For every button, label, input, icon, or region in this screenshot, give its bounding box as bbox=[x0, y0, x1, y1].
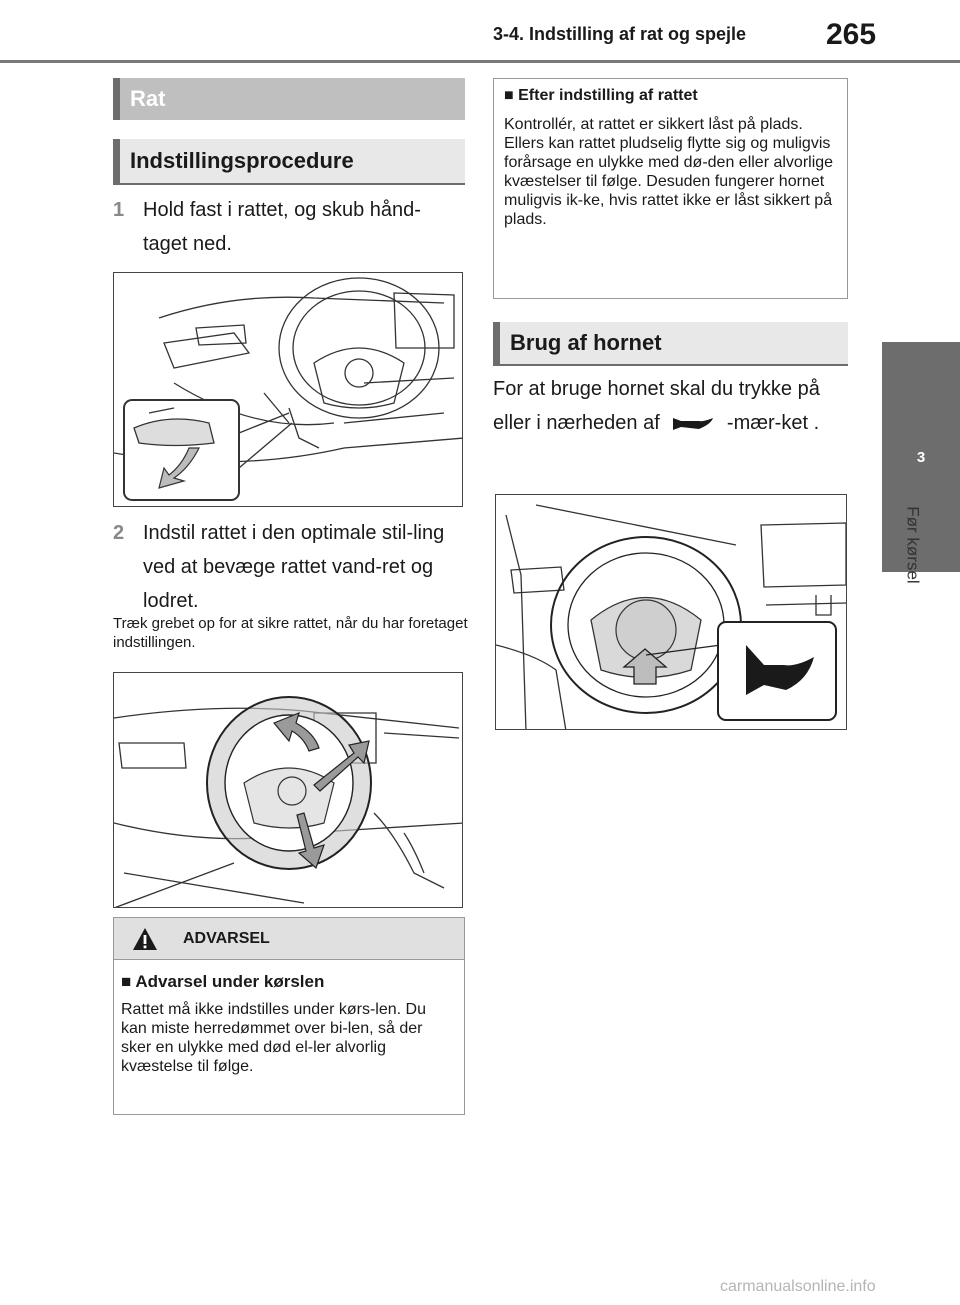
watermark: carmanualsonline.info bbox=[720, 1278, 876, 1295]
step-1 bbox=[113, 193, 463, 261]
horn-illustration bbox=[496, 495, 847, 730]
warning-label: ADVARSEL bbox=[183, 929, 270, 947]
chapter-label-wrap bbox=[898, 490, 928, 600]
header-divider bbox=[0, 60, 960, 63]
info-subheading bbox=[504, 87, 837, 105]
dashboard-illustration-2 bbox=[114, 673, 463, 908]
figure-horn bbox=[495, 494, 847, 730]
figure-adjust-wheel bbox=[113, 672, 463, 908]
step-text: Hold fast i rattet, og skub hånd-taget ned. bbox=[143, 199, 421, 255]
horn-paragraph bbox=[493, 372, 848, 440]
section-heading-horn: Brug af hornet bbox=[493, 322, 848, 366]
info-subheading-text: Efter indstilling af rattet bbox=[518, 87, 698, 104]
warning-header bbox=[114, 918, 464, 960]
chapter-label: Før kørsel bbox=[904, 506, 923, 584]
warning-body: Rattet må ikke indstilles under kørs-len. Du kan miste herredømmet over bi-len, så der sker en ulykke med død el-ler alvorlig kvæstelse til følge. bbox=[121, 1001, 426, 1075]
horn-paragraph-end: -mær-ket . bbox=[726, 412, 820, 434]
square-bullet-icon: ■ bbox=[121, 972, 132, 991]
warning-subheading-text: Advarsel under kørslen bbox=[135, 972, 325, 991]
step-text: Indstil rattet i den optimale stil-ling ved at bevæge rattet vand-ret og lodret. bbox=[143, 522, 445, 612]
section-title: 3-4. Indstilling af rat og spejle bbox=[493, 24, 747, 44]
figure-lever-down bbox=[113, 272, 463, 507]
page-number: 265 bbox=[826, 18, 877, 51]
info-box bbox=[493, 78, 848, 299]
section-heading-rat: Rat bbox=[113, 78, 465, 120]
warning-box bbox=[113, 917, 465, 1115]
horn-paragraph-start: For at bruge hornet skal du trykke på eller i nærheden af bbox=[493, 378, 820, 434]
square-bullet-icon: ■ bbox=[504, 87, 514, 104]
chapter-number: 3 bbox=[916, 448, 926, 466]
warning-triangle-icon bbox=[132, 927, 158, 951]
step-2 bbox=[113, 516, 463, 618]
dashboard-illustration-1 bbox=[114, 273, 463, 507]
info-body: Kontrollér, at rattet er sikkert låst på plads. Ellers kan rattet pludselig flytte sig og muligvis forårsage en ulykke med dø-den eller alvorlige kvæstelser til følge. Desuden fungerer hornet muligvis ik-ke, hvis rattet ikke er låst sikkert på plads. bbox=[504, 116, 834, 228]
step-number: 2 bbox=[113, 522, 125, 544]
step-number: 1 bbox=[113, 199, 125, 221]
horn-icon bbox=[669, 415, 717, 433]
sub-heading-procedure: Indstillingsprocedure bbox=[113, 139, 465, 185]
note-text: Træk grebet op for at sikre rattet, når du har foretaget indstillingen. bbox=[113, 615, 468, 651]
warning-subheading bbox=[121, 972, 464, 992]
